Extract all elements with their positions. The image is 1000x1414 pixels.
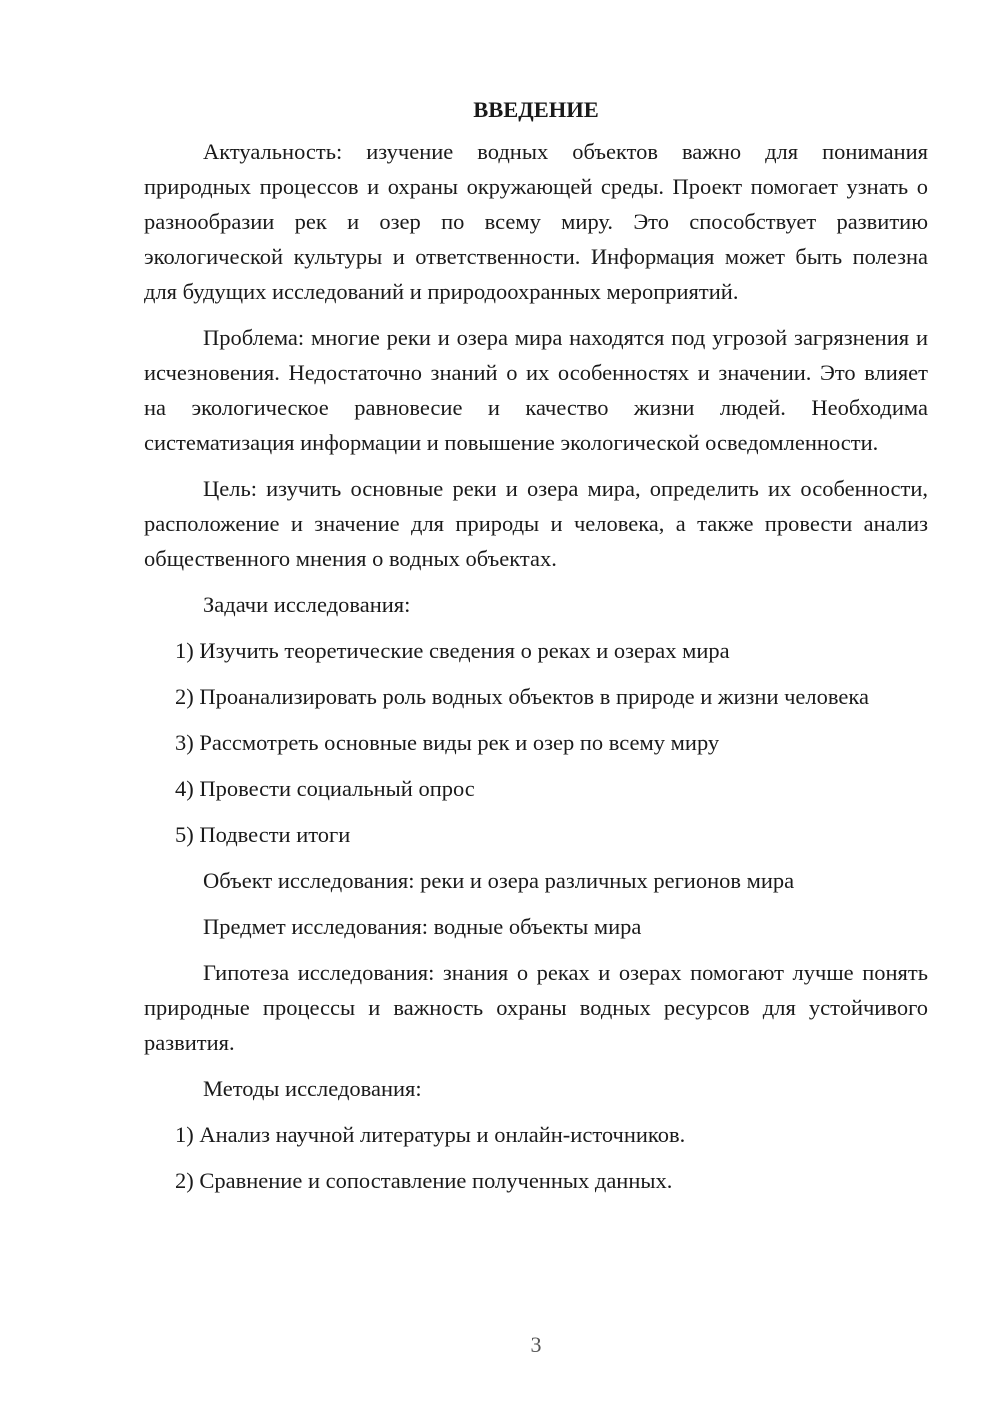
- method-item: 1) Анализ научной литературы и онлайн-источников.: [175, 1122, 686, 1147]
- task-item: 1) Изучить теоретические сведения о реках и озерах мира: [175, 638, 730, 663]
- method-item: 2) Сравнение и сопоставление полученных данных.: [175, 1168, 673, 1193]
- subject-paragraph: Предмет исследования: водные объекты мира: [203, 914, 642, 939]
- task-item: 2) Проанализировать роль водных объектов в природе и жизни человека: [175, 684, 869, 709]
- methods-heading: Методы исследования:: [203, 1076, 422, 1101]
- page-number: 3: [530, 1332, 542, 1357]
- object-paragraph: Объект исследования: реки и озера различных регионов мира: [203, 868, 795, 893]
- relevance-paragraph: Актуальность: изучение водных объектов важно для понимания природных процессов и охраны окружающей среды. Проект помогает узнать о разнообразии рек и озер по всему миру. Это способствует развитию экологической культуры и ответственности. Информация может быть полезна для будущих исследований и природоохранных мероприятий.: [144, 139, 928, 304]
- problem-paragraph: Проблема: многие реки и озера мира находятся под угрозой загрязнения и исчезновения. Недостаточно знаний о их особенностях и значении. Это влияет на экологическое равновесие и качество жизни людей. Необходима систематизация информации и повышение экологической осведомленности.: [144, 325, 928, 455]
- goal-paragraph: Цель: изучить основные реки и озера мира, определить их особенности, расположение и значение для природы и человека, а также провести анализ общественного мнения о водных объектах.: [144, 476, 928, 571]
- section-title: ВВЕДЕНИЕ: [473, 97, 599, 122]
- task-item: 5) Подвести итоги: [175, 822, 351, 847]
- page-content: [144, 92, 928, 1209]
- hypothesis-paragraph: Гипотеза исследования: знания о реках и озерах помогают лучше понять природные процессы и важность охраны водных ресурсов для устойчивого развития.: [144, 960, 928, 1055]
- task-item: 4) Провести социальный опрос: [175, 776, 475, 801]
- task-item: 3) Рассмотреть основные виды рек и озер по всему миру: [175, 730, 720, 755]
- tasks-heading: Задачи исследования:: [203, 592, 411, 617]
